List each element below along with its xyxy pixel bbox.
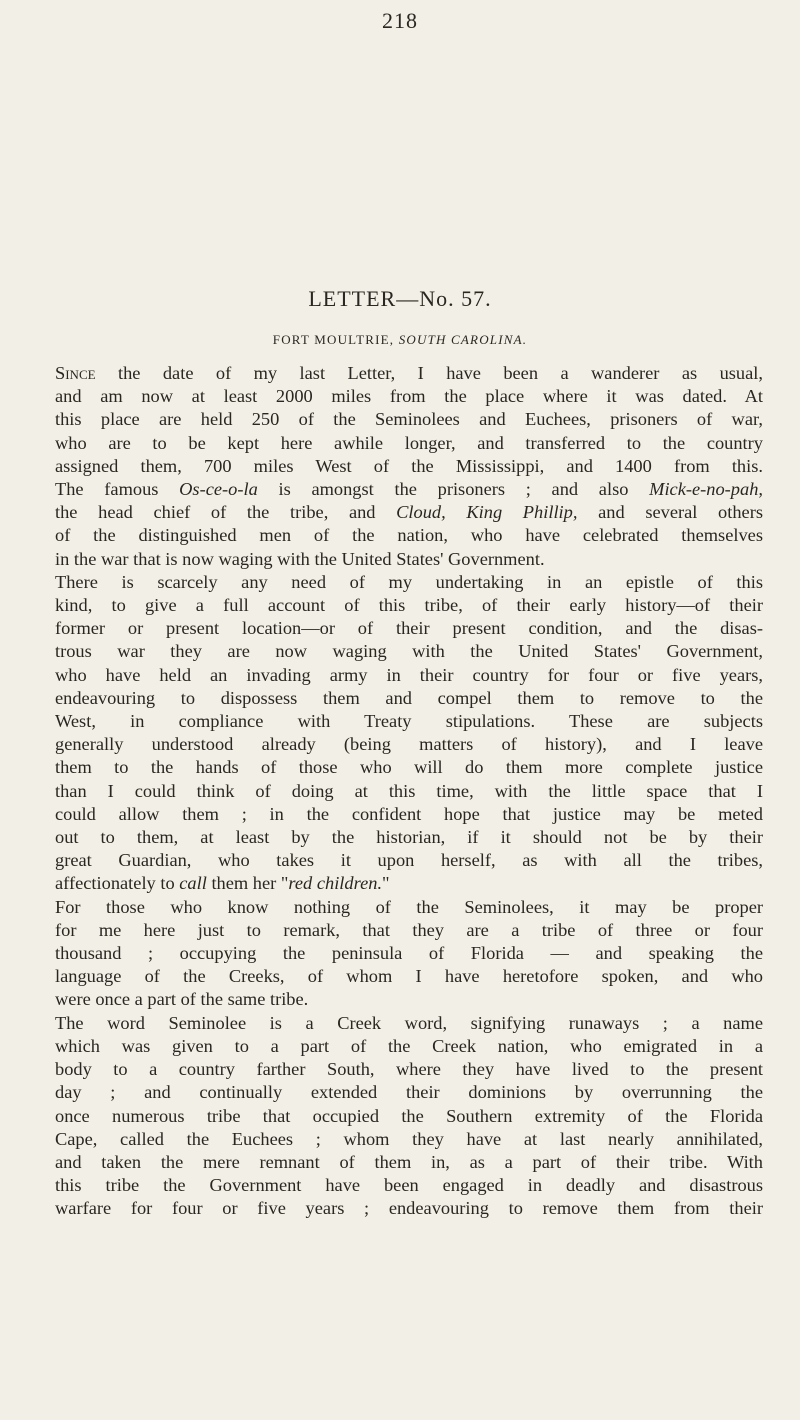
text-segment: who have held an invading army in their country for four or five years,	[55, 664, 763, 685]
text-line	[55, 362, 763, 385]
location-place: FORT MOULTRIE,	[272, 332, 395, 347]
text-line	[55, 432, 763, 455]
text-line	[55, 524, 763, 547]
text-line	[55, 478, 763, 501]
text-segment: is amongst the prisoners ; and also	[257, 479, 650, 500]
text-segment: of the distinguished men of the nation, who have celebrated themselves	[55, 525, 763, 546]
text-line	[55, 710, 763, 733]
text-line	[55, 1012, 763, 1035]
text-line	[55, 1081, 763, 1104]
text-segment: for me here just to remark, that they are a tribe of three or four	[55, 919, 763, 940]
text-segment: The famous	[55, 479, 180, 500]
text-line	[55, 965, 763, 988]
text-segment: endeavouring to dispossess them and compel them to remove to the	[55, 687, 763, 708]
text-line	[55, 919, 763, 942]
text-line	[55, 594, 763, 617]
text-line	[55, 826, 763, 849]
text-segment: them her "	[206, 873, 289, 894]
text-line	[55, 640, 763, 663]
text-line	[55, 1105, 763, 1128]
text-segment: There is scarcely any need of my undertaking in an epistle of this	[55, 571, 763, 592]
text-line	[55, 1128, 763, 1151]
text-segment: in the war that is now waging with the United States' Government.	[55, 548, 545, 569]
text-line	[55, 664, 763, 687]
text-segment: once numerous tribe that occupied the Southern extremity of the Florida	[55, 1105, 763, 1126]
text-line	[55, 617, 763, 640]
text-segment: Cape, called the Euchees ; whom they have at last nearly annihilated,	[55, 1128, 763, 1149]
text-segment: than I could think of doing at this time, with the little space that I	[55, 780, 763, 801]
text-segment: the date of my last Letter, I have been a wanderer as usual,	[95, 363, 763, 383]
text-segment: language of the Creeks, of whom I have heretofore spoken, and who	[55, 966, 763, 987]
text-segment: the head chief of the tribe, and	[55, 502, 397, 523]
text-segment: call	[179, 873, 207, 894]
text-segment: this place are held 250 of the Seminolees and Euchees, prisoners of war,	[55, 409, 763, 430]
text-line	[55, 988, 763, 1011]
text-line	[55, 849, 763, 872]
text-segment: thousand ; occupying the peninsula of Florida — and speaking the	[55, 943, 763, 964]
text-line	[55, 548, 763, 571]
text-line	[55, 1174, 763, 1197]
text-line	[55, 687, 763, 710]
text-segment: them to the hands of those who will do them more complete justice	[55, 757, 763, 778]
text-segment: out to them, at least by the historian, if it should not be by their	[55, 827, 763, 848]
text-segment: Cloud, King Phillip,	[396, 502, 578, 523]
text-segment: The word Seminolee is a Creek word, signifying runaways ; a name	[55, 1012, 763, 1033]
text-segment: and several others	[577, 502, 763, 523]
text-segment: who are to be kept here awhile longer, and transferred to the country	[55, 432, 763, 453]
text-segment: and am now at least 2000 miles from the place where it was dated. At	[55, 386, 763, 407]
text-segment: day ; and continually extended their dominions by overrunning the	[55, 1082, 763, 1103]
text-segment: West, in compliance with Treaty stipulations. These are subjects	[55, 711, 763, 732]
text-line	[55, 872, 763, 895]
text-segment: assigned them, 700 miles West of the Mississippi, and 1400 from this.	[55, 455, 763, 476]
text-segment: could allow them ; in the confident hope that justice may be meted	[55, 803, 763, 824]
text-line	[55, 1197, 763, 1220]
letter-title: LETTER—No. 57.	[308, 286, 492, 311]
text-segment: body to a country farther South, where they have lived to the present	[55, 1059, 763, 1080]
text-line	[55, 571, 763, 594]
letter-location	[0, 332, 800, 348]
text-line	[55, 1058, 763, 1081]
location-state: SOUTH CAROLINA.	[398, 332, 528, 347]
text-segment: "	[382, 873, 390, 894]
text-line	[55, 1035, 763, 1058]
page-number: 218	[382, 8, 418, 33]
text-segment: great Guardian, who takes it upon herself, as with all the tribes,	[55, 850, 763, 871]
text-segment: affectionately to	[55, 873, 180, 894]
text-segment: former or present location—or of their present condition, and the disas-	[55, 618, 763, 639]
text-line	[55, 501, 763, 524]
text-line	[55, 733, 763, 756]
text-line	[55, 1151, 763, 1174]
text-segment: red children.	[288, 873, 383, 894]
text-line	[55, 756, 763, 779]
text-segment: Since	[55, 363, 96, 383]
text-segment: For those who know nothing of the Seminolees, it may be proper	[55, 896, 763, 917]
text-segment: warfare for four or five years ; endeavouring to remove them from their	[55, 1198, 763, 1219]
text-segment: and taken the mere remnant of them in, as a part of their tribe. With	[55, 1151, 763, 1172]
text-segment: generally understood already (being matters of history), and I leave	[55, 734, 763, 755]
text-segment: kind, to give a full account of this tribe, of their early history—of their	[55, 595, 763, 616]
text-segment: were once a part of the same tribe.	[55, 989, 309, 1010]
letter-body	[55, 362, 763, 1221]
text-line	[55, 385, 763, 408]
text-line	[55, 803, 763, 826]
text-segment: Os-ce-o-la	[179, 479, 258, 500]
text-line	[55, 780, 763, 803]
text-line	[55, 455, 763, 478]
text-segment: this tribe the Government have been engaged in deadly and disastrous	[55, 1175, 763, 1196]
text-line	[55, 896, 763, 919]
text-line	[55, 408, 763, 431]
text-line	[55, 942, 763, 965]
text-segment: which was given to a part of the Creek nation, who emigrated in a	[55, 1035, 763, 1056]
text-segment: Mick-e-no-pah,	[649, 479, 763, 500]
text-segment: trous war they are now waging with the United States' Government,	[55, 641, 763, 662]
